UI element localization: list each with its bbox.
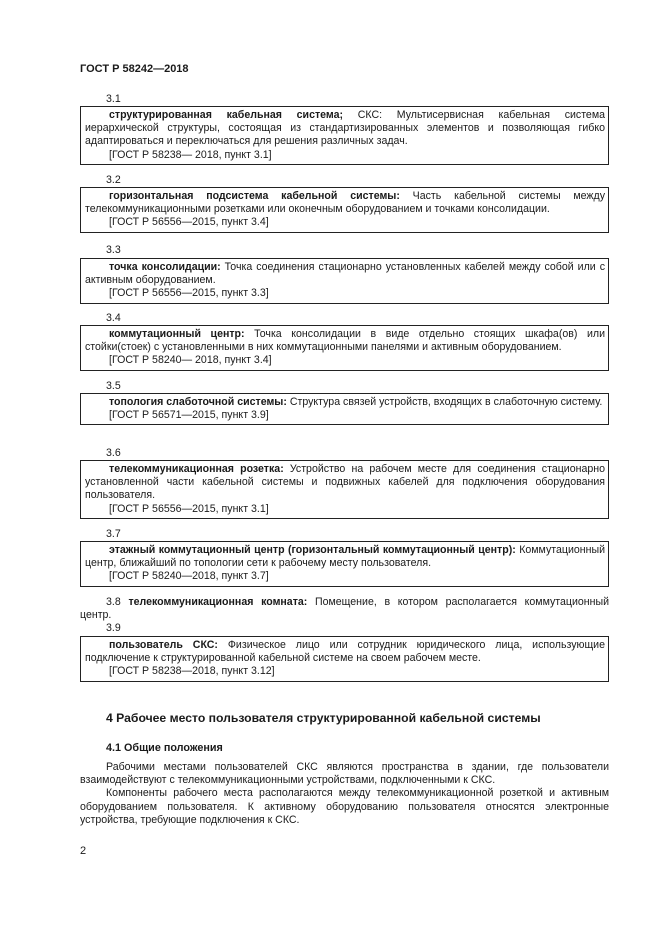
term-definition: СКС: Мультисервисная кабельная система иерархической структуры, состоящая из стандартизированных элементов и позволяющая гибко адаптироваться и переключаться для решения различных задач. [85, 109, 605, 148]
term-definition: Структура связей устройств, входящих в слаботочную систему. [286, 396, 603, 408]
term-name: коммутационный центр: [109, 328, 245, 340]
term-name: телекоммуникационная розетка: [109, 463, 284, 475]
paragraph: Компоненты рабочего места располагаются между телекоммуникационной розеткой и активным оборудованием пользователя. К активному оборудованию пользователя относятся электронные устройства, требующие подключения к СКС. [80, 787, 609, 826]
term-source: [ГОСТ Р 56556—2015, пункт 3.4] [109, 216, 269, 229]
term-definition: Точка консолидации в виде отдельно стоящих шкафа(ов) или стойки(стоек) с установленными в них коммутационными панелями и активным оборудованием. [85, 328, 605, 354]
section-body [80, 761, 609, 827]
term-definition-box [80, 106, 609, 165]
section-title: 4 Рабочее место пользователя структурированной кабельной системы [106, 711, 541, 725]
term-number: 3.6 [106, 447, 121, 459]
term-source: [ГОСТ Р 58238—2018, пункт 3.12] [109, 665, 275, 678]
term-name: точка консолидации: [109, 261, 221, 273]
term-name: структурированная кабельная система; [109, 109, 344, 121]
term-source: [ГОСТ Р 58240—2018, пункт 3.7] [109, 570, 269, 583]
term-source: [ГОСТ Р 58240— 2018, пункт 3.4] [109, 354, 272, 367]
term-definition-box [80, 636, 609, 682]
term-plain [80, 596, 609, 622]
term-definition-box [80, 187, 609, 233]
term-source: [ГОСТ Р 56556—2015, пункт 3.3] [109, 287, 269, 300]
term-definition: Часть кабельной системы между телекоммуникационными розетками или оконечным оборудованием и точками консолидации. [85, 190, 605, 216]
term-number: 3.5 [106, 380, 121, 392]
term-number: 3.3 [106, 244, 121, 256]
term-number: 3.1 [106, 93, 121, 105]
term-definition: Физическое лицо или сотрудник юридического лица, использующие подключение к структурированной кабельной системе на своем рабочем месте. [85, 639, 605, 665]
term-number: 3.9 [106, 622, 121, 634]
term-definition-box [80, 258, 609, 304]
term-name: горизонтальная подсистема кабельной системы: [109, 190, 400, 202]
term-name: пользователь СКС: [109, 639, 218, 651]
term-source: [ГОСТ Р 56571—2015, пункт 3.9] [109, 409, 269, 422]
term-definition-box [80, 541, 609, 587]
term-definition-box [80, 393, 609, 425]
term-name: топология слаботочной системы: [109, 396, 287, 408]
term-definition: Коммутационный центр, ближайший по топологии сети к рабочему месту пользователя. [85, 544, 605, 570]
term-number: 3.4 [106, 312, 121, 324]
page-number: 2 [80, 845, 87, 857]
term-number: 3.2 [106, 174, 121, 186]
term-source: [ГОСТ Р 58238— 2018, пункт 3.1] [109, 148, 272, 161]
term-definition-box [80, 460, 609, 519]
term-definition: Помещение, в котором располагается коммутационный центр. [80, 596, 610, 622]
subsection-title: 4.1 Общие положения [106, 742, 223, 754]
term-definition-box [80, 325, 609, 371]
term-definition: Устройство на рабочем месте для соединения стационарно установленной части кабельной системы и подвижных кабелей для подключения оборудования пользователя. [85, 463, 605, 502]
standard-header: ГОСТ Р 58242—2018 [80, 63, 189, 75]
term-number: 3.8 [106, 596, 121, 608]
term-number: 3.7 [106, 528, 121, 540]
term-definition: Точка соединения стационарно установленных кабелей между собой или с активным оборудованием. [85, 261, 605, 287]
term-name: телекоммуникационная комната: [128, 596, 308, 608]
paragraph: Рабочими местами пользователей СКС являются пространства в здании, где пользователи взаимодействуют с телекоммуникационными устройствами, подключенными к СКС. [80, 761, 609, 787]
term-source: [ГОСТ Р 56556—2015, пункт 3.1] [109, 502, 269, 515]
term-name: этажный коммутационный центр (горизонтальный коммутационный центр): [109, 544, 516, 556]
